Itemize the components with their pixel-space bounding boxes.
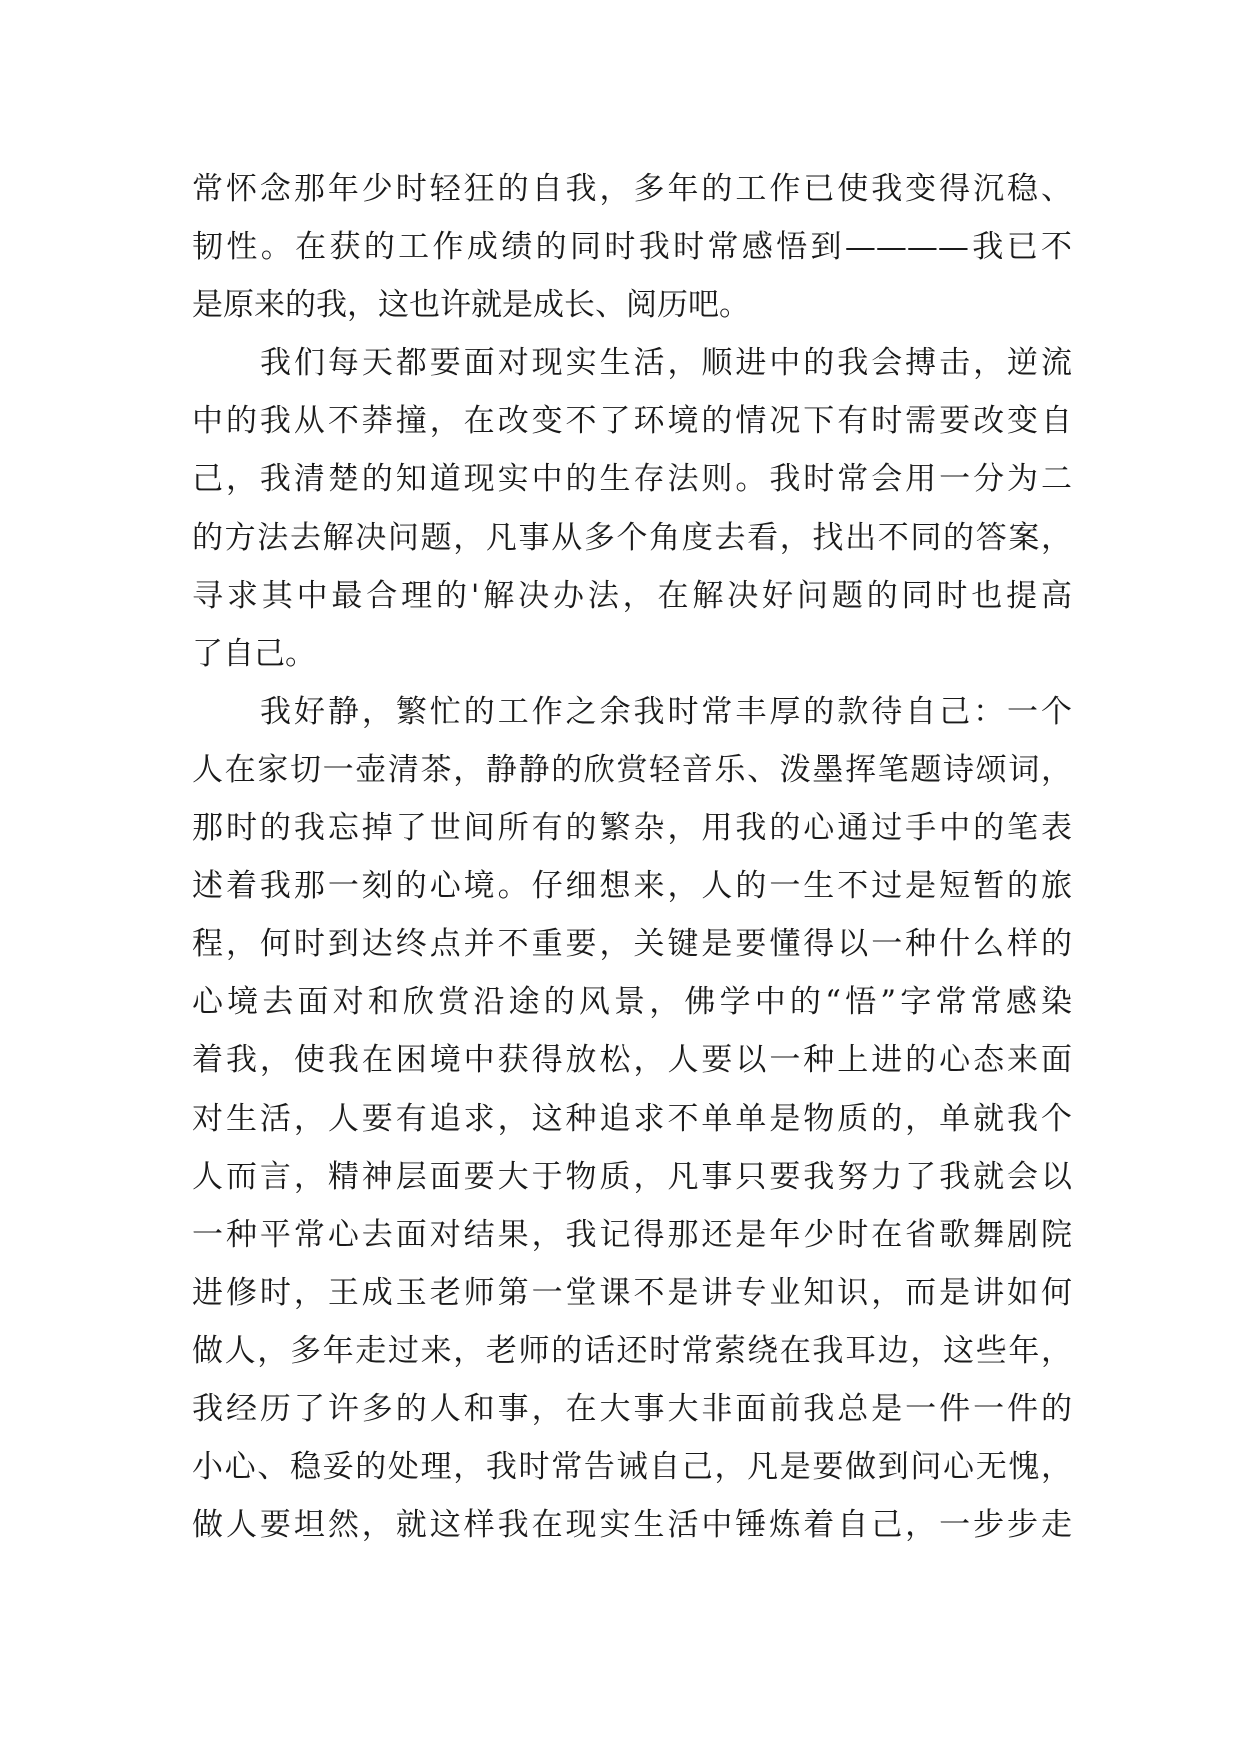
text-line: 是原来的我，这也许就是成长、阅历吧。 [192,287,750,324]
paragraph-2 [192,334,1072,683]
text-line: 韧性。在获的工作成绩的同时我时常感悟到————我已不 [192,229,1072,266]
paragraph-3 [192,683,1072,1554]
text-line: 人而言，精神层面要大于物质，凡事只要我努力了我就会以 [192,1158,1072,1195]
text-line: 述着我那一刻的心境。仔细想来，人的一生不过是短暂的旅 [192,868,1072,905]
text-line: 人在家切一壶清茶，静静的欣赏轻音乐、泼墨挥笔题诗颂词， [192,751,1072,788]
text-line: 对生活，人要有追求，这种追求不单单是物质的，单就我个 [192,1100,1072,1137]
text-line: 进修时，王成玉老师第一堂课不是讲专业知识，而是讲如何 [192,1274,1072,1311]
text-line: 的方法去解决问题，凡事从多个角度去看，找出不同的答案， [192,519,1072,556]
text-line: 寻求其中最合理的'解决办法，在解决好问题的同时也提高 [192,577,1072,614]
paragraph-1 [192,160,1072,334]
text-line: 我经历了许多的人和事，在大事大非面前我总是一件一件的 [192,1390,1072,1427]
text-line: 我们每天都要面对现实生活，顺进中的我会搏击，逆流 [260,345,1072,382]
text-line: 己，我清楚的知道现实中的生存法则。我时常会用一分为二 [192,461,1072,498]
text-line: 了自己。 [192,635,316,672]
text-line: 那时的我忘掉了世间所有的繁杂，用我的心通过手中的笔表 [192,810,1072,847]
body-text [192,160,1072,1554]
text-line: 心境去面对和欣赏沿途的风景，佛学中的“悟”字常常感染 [192,984,1072,1021]
text-line: 我好静，繁忙的工作之余我时常丰厚的款待自己：一个 [260,693,1072,730]
text-line: 做人要坦然，就这样我在现实生活中锤炼着自己，一步步走 [192,1507,1072,1544]
text-line: 做人，多年走过来，老师的话还时常萦绕在我耳边，这些年， [192,1332,1072,1369]
text-line: 中的我从不莽撞，在改变不了环境的情况下有时需要改变自 [192,403,1072,440]
text-line: 小心、稳妥的处理，我时常告诫自己，凡是要做到问心无愧， [192,1449,1072,1486]
text-line: 程，何时到达终点并不重要，关键是要懂得以一种什么样的 [192,926,1072,963]
text-line: 一种平常心去面对结果，我记得那还是年少时在省歌舞剧院 [192,1216,1072,1253]
text-line: 着我，使我在困境中获得放松，人要以一种上进的心态来面 [192,1042,1072,1079]
text-line: 常怀念那年少时轻狂的自我，多年的工作已使我变得沉稳、 [192,171,1072,207]
